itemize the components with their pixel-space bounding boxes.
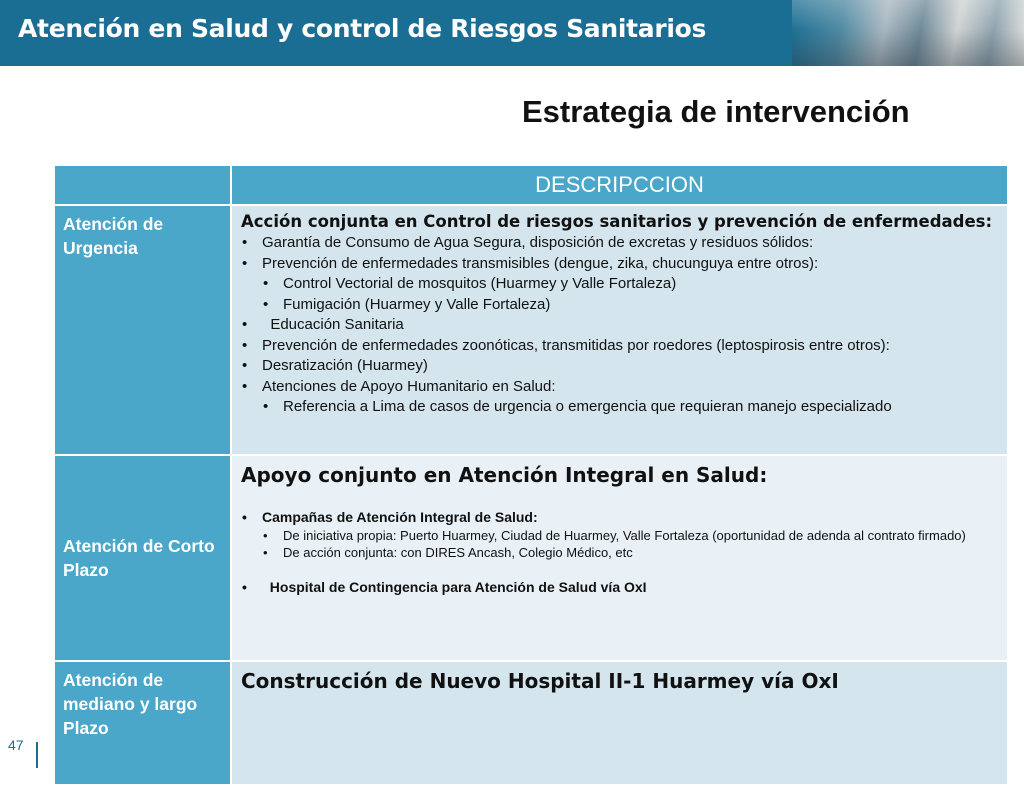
list-item: • Referencia a Lima de casos de urgencia o emergencia que requieran manejo especializado [241, 397, 998, 418]
table-row [54, 205, 1008, 455]
list-item: • Prevención de enfermedades transmisibles (dengue, zika, chucunguya entre otros): [241, 254, 998, 275]
row-description [231, 205, 1008, 455]
sub-bullet-list [241, 274, 998, 315]
page-number-divider [36, 742, 38, 768]
sub-bullet-list [241, 397, 998, 418]
list-item: • De acción conjunta: con DIRES Ancash, Colegio Médico, etc [241, 544, 998, 561]
list-item: • De iniciativa propia: Puerto Huarmey, Ciudad de Huarmey, Valle Fortaleza (oportunidad de adenda al contrato firmado) [241, 527, 998, 544]
table-row [54, 661, 1008, 785]
row-intro: Apoyo conjunto en Atención Integral en Salud: [241, 463, 768, 487]
row-intro: Construcción de Nuevo Hospital II-1 Huarmey vía OxI [241, 669, 839, 693]
list-item: • Educación Sanitaria [241, 315, 998, 336]
row-description [231, 455, 1008, 661]
strategy-table [53, 164, 1009, 786]
list-item: • Atenciones de Apoyo Humanitario en Salud: [241, 377, 998, 398]
banner-photo-shade [792, 0, 1024, 66]
row-description [231, 661, 1008, 785]
list-item: • Garantía de Consumo de Agua Segura, disposición de excretas y residuos sólidos: [241, 233, 998, 254]
row-label-urgencia: Atención de Urgencia [54, 205, 231, 455]
list-item: • Fumigación (Huarmey y Valle Fortaleza) [241, 295, 998, 316]
bullet-list [241, 508, 998, 527]
table-row [54, 455, 1008, 661]
section-title: Estrategia de intervención [522, 94, 910, 129]
list-item: • Prevención de enfermedades zoonóticas, transmitidas por roedores (leptospirosis entre otros): [241, 336, 998, 357]
header-cell [231, 165, 1008, 205]
page-number: 47 [8, 737, 24, 753]
row-label-corto-plazo: Atención de Corto Plazo [54, 455, 231, 661]
column-header: DESCRIPCCION [535, 172, 704, 197]
list-item: • Hospital de Contingencia para Atención de Salud vía OxI [241, 578, 998, 597]
bullet-list [241, 578, 998, 597]
sub-bullet-list [241, 527, 998, 561]
row-intro: Acción conjunta en Control de riesgos sanitarios y prevención de enfermedades: [241, 212, 993, 231]
list-item: • Control Vectorial de mosquitos (Huarmey y Valle Fortaleza) [241, 274, 998, 295]
bullet-list [241, 233, 998, 274]
bullet-list [241, 315, 998, 397]
list-item: • Desratización (Huarmey) [241, 356, 998, 377]
slide-title: Atención en Salud y control de Riesgos Sanitarios [18, 14, 707, 43]
title-banner [0, 0, 1024, 66]
row-label-mediano-largo-plazo: Atención de mediano y largo Plazo [54, 661, 231, 785]
header-blank-cell [54, 165, 231, 205]
table-header-row [54, 165, 1008, 205]
list-item: • Campañas de Atención Integral de Salud: [241, 508, 998, 527]
